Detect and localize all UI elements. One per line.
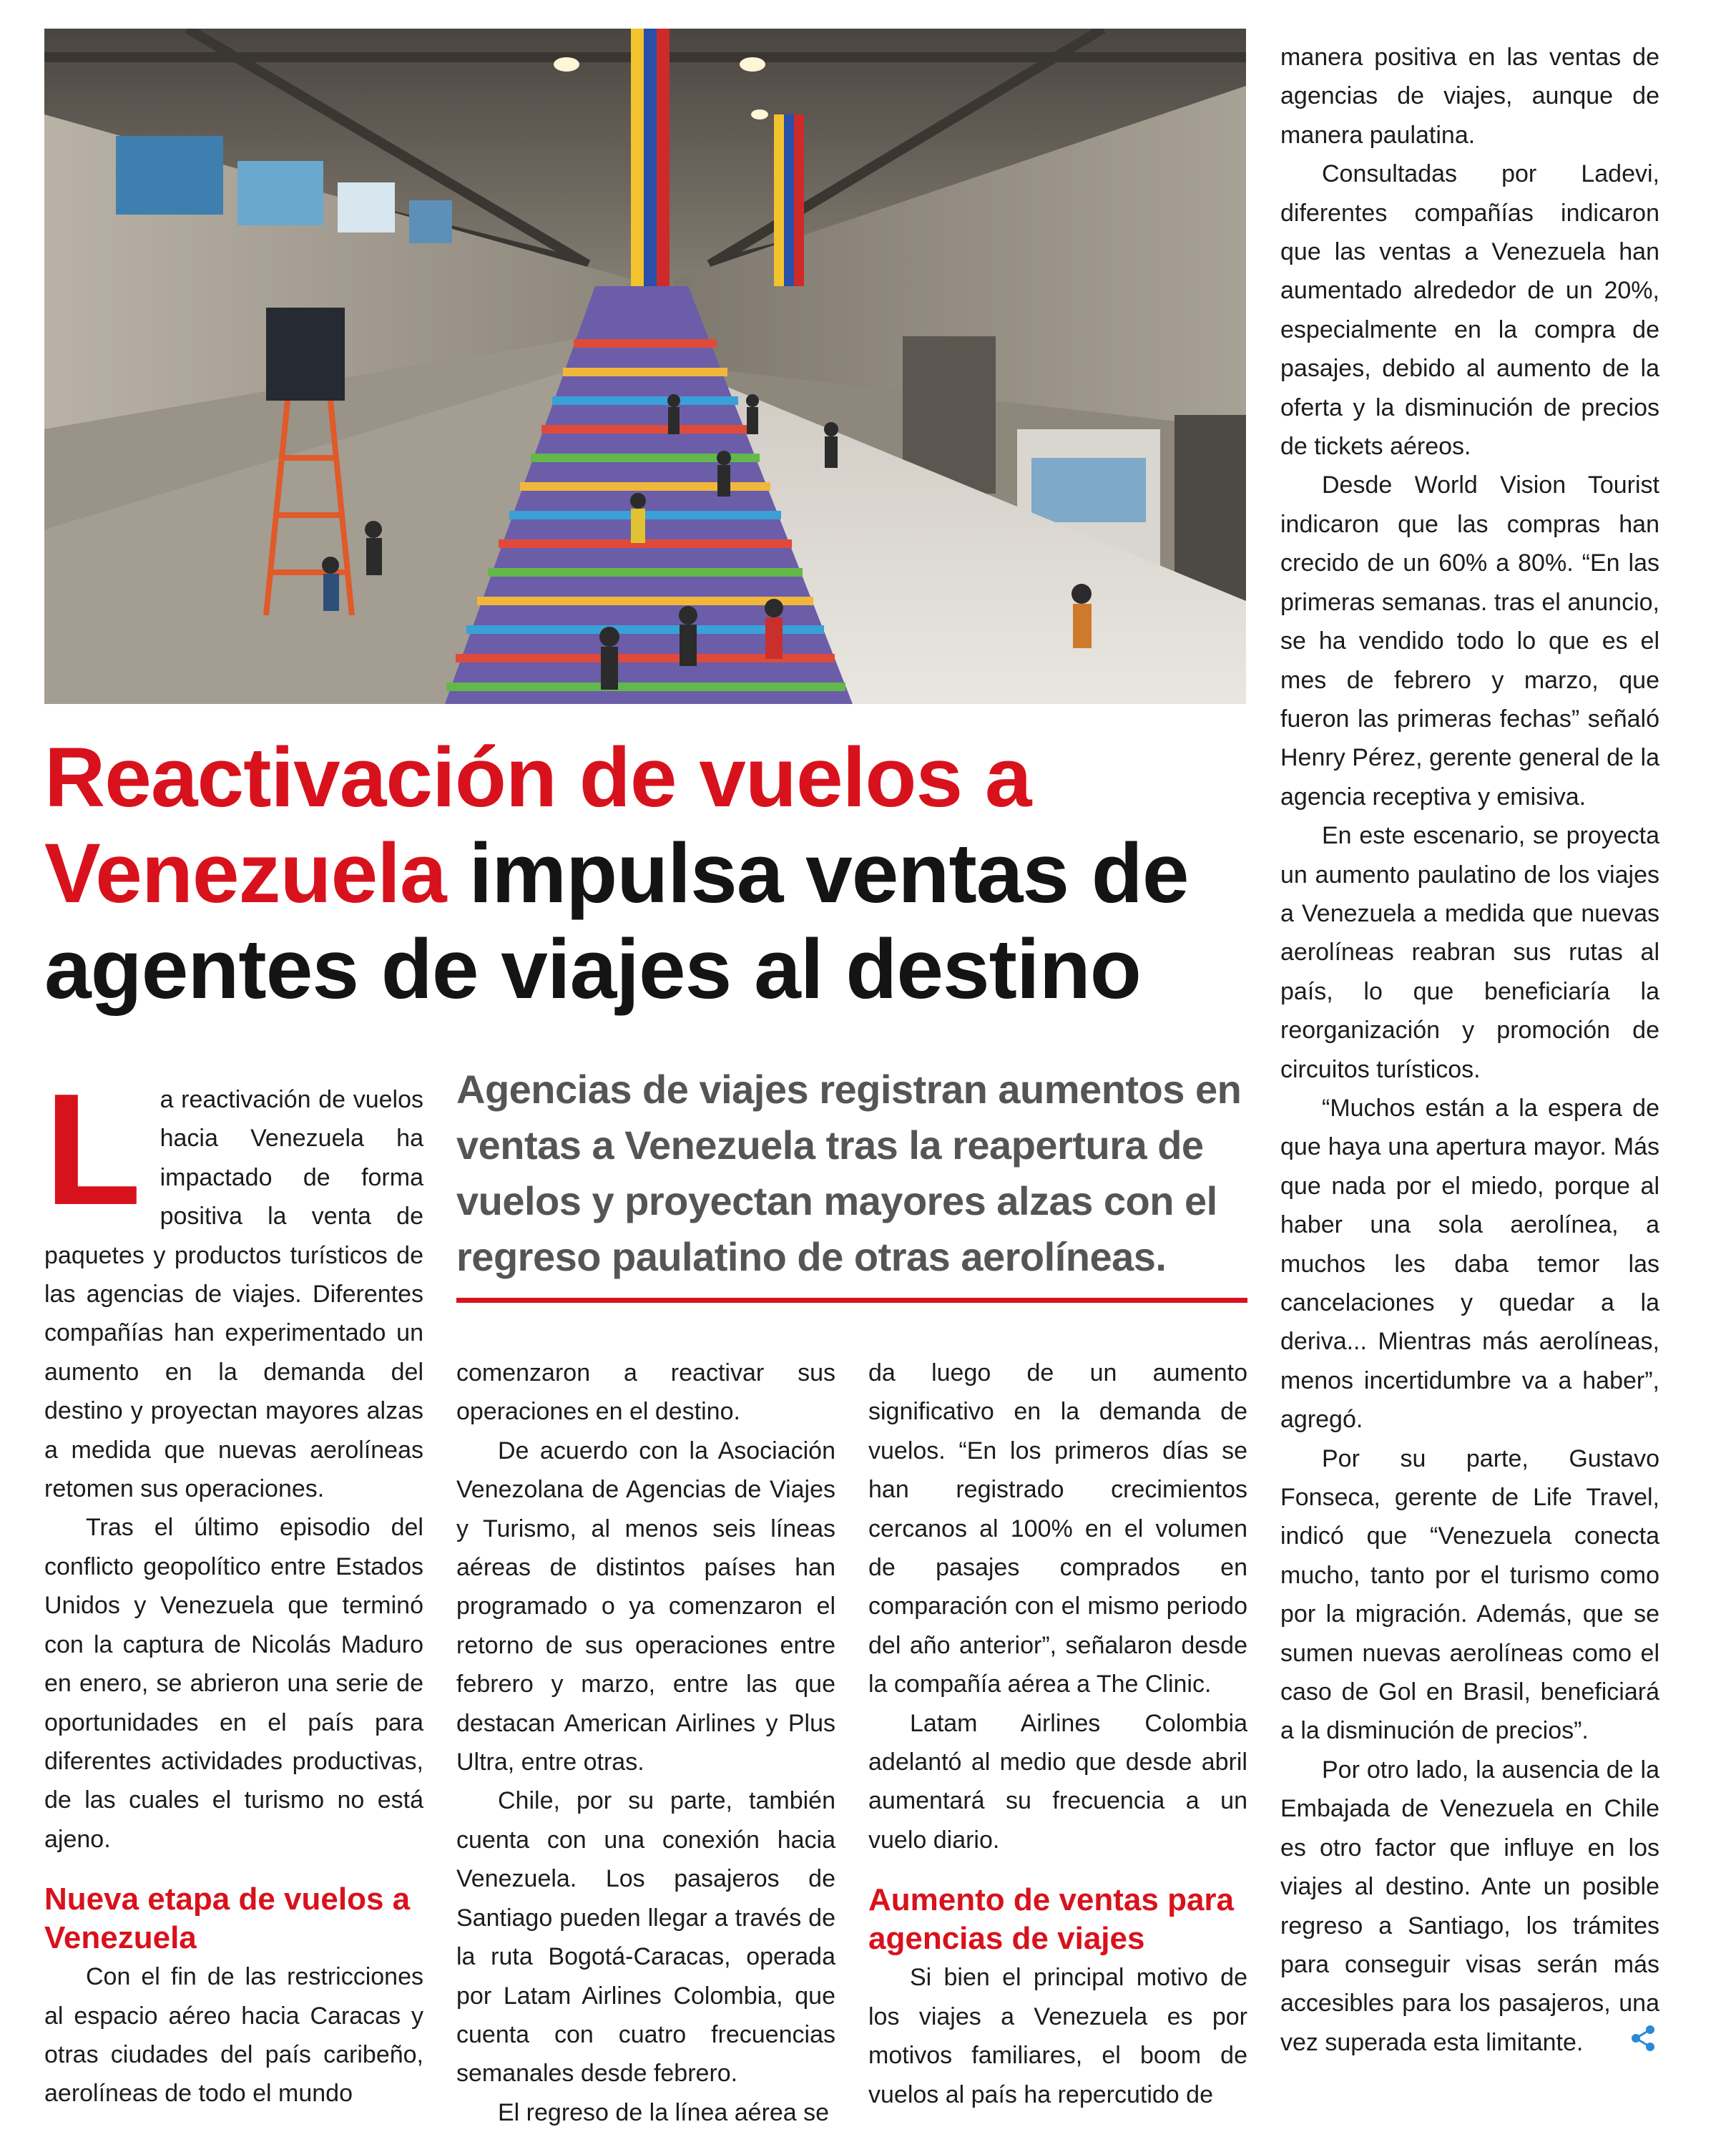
article-column-1: [44, 1061, 423, 2113]
body-paragraph: “Muchos están a la espera de que haya una apertura mayor. Más que nada por el miedo, porque al haber una sola aerolínea, a muchos les daba temor las cancelaciones y quedar a la deriva... Mientras más aerolíneas, menos incertidumbre va a haber”, agregó.: [1280, 1094, 1659, 1434]
headline-red-part: Reactivación de vuelos a Venezuela: [44, 730, 1031, 921]
deck-divider: [456, 1298, 1247, 1303]
article-column-4: [1280, 38, 1659, 2064]
lead-paragraph: La reactivación de vuelos hacia Venezuela ha impactado de forma positiva la venta de paquetes y productos turísticos de las agencias de viajes. Diferentes compañías han experimentado un aumento en la demanda del destino y proyectan mayores alzas a medida que nuevas aerolíneas retomen sus operaciones.: [44, 1061, 423, 1503]
body-paragraph: da luego de un aumento significativo en la demanda de vuelos. “En los primeros días se han registrado crecimientos cercanos al 100% en el volumen de pasajes comprados en comparación con el mismo periodo del año anterior”, señalaron desde la compañía aérea a The Clinic.: [868, 1359, 1247, 1698]
article-column-2: [456, 1354, 835, 2132]
body-paragraph: Latam Airlines Colombia adelantó al medio que desde abril aumentará su frecuencia a un vuelo diario.: [868, 1709, 1247, 1854]
headline: [44, 730, 1260, 1017]
body-paragraph: comenzaron a reactivar sus operaciones en el destino.: [456, 1359, 835, 1426]
headline-black-part: impulsa ventas de agentes de viajes al destino: [44, 826, 1189, 1017]
body-paragraph: Consultadas por Ladevi, diferentes compañías indicaron que las ventas a Venezuela han aumentado alrededor de un 20%, especialmente en la compra de pasajes, debido al aumento de la oferta y la disminución de precios de tickets aéreos.: [1280, 160, 1659, 461]
airport-terminal-illustration: [44, 29, 1246, 704]
dropcap: L: [44, 1061, 142, 1238]
body-paragraph: El regreso de la línea aérea se: [498, 2098, 830, 2126]
body-paragraph: Con el fin de las restricciones al espacio aéreo hacia Caracas y otras ciudades del país caribeño, aerolíneas de todo el mundo: [44, 1963, 423, 2108]
body-paragraph: En este escenario, se proyecta un aumento paulatino de los viajes a Venezuela a medida que nuevas aerolíneas reabran sus rutas al país, lo que beneficiaría la reorganización y promoción de circuitos turísticos.: [1280, 822, 1659, 1083]
body-paragraph: Desde World Vision Tourist indicaron que las compras han crecido de un 60% a 80%. “En las primeras semanas. tras el anuncio, se ha vendido todo lo que es el mes de febrero y marzo, que fueron las primeras fechas” señaló Henry Pérez, gerente general de la agencia receptiva y emisiva.: [1280, 471, 1659, 811]
closing-paragraph: Por otro lado, la ausencia de la Embajada de Venezuela en Chile es otro factor que influye en los viajes al destino. Ante un posible regreso a Santiago, los trámites para conseguir visas serán más accesibles para los pasajeros, una vez superada esta limitante.: [1280, 1751, 1659, 2064]
subhead-aumento-ventas: Aumento de ventas para agencias de viajes: [868, 1882, 1235, 1957]
body-paragraph: Por su parte, Gustavo Fonseca, gerente de Life Travel, indicó que “Venezuela conecta mucho, tanto por el turismo como por la migración. Además, que se sumen nuevas aerolíneas como el caso de Gol en Brasil, beneficiará a la disminución de precios”.: [1280, 1444, 1659, 1745]
body-paragraph: De acuerdo con la Asociación Venezolana de Agencias de Viajes y Turismo, al menos seis líneas aéreas de distintos países han programado o ya comenzaron el retorno de sus operaciones entre febrero y marzo, entre las que destacan American Airlines y Plus Ultra, entre otras.: [456, 1437, 835, 1776]
airport-terminal-photo: [44, 29, 1246, 704]
article-column-3: [868, 1354, 1247, 2114]
body-paragraph: Si bien el principal motivo de los viajes a Venezuela es por motivos familiares, el boom de vuelos al país ha repercutido de: [868, 1964, 1247, 2108]
share-icon[interactable]: [1587, 2024, 1657, 2064]
body-paragraph: Chile, por su parte, también cuenta con una conexión hacia Venezuela. Los pasajeros de Santiago pueden llegar a través de la ruta Bogotá-Caracas, operada por Latam Airlines Colombia, que cuenta con cuatro frecuencias semanales desde febrero.: [456, 1787, 835, 2088]
body-paragraph: Tras el último episodio del conflicto geopolítico entre Estados Unidos y Venezuela que terminó con la captura de Nicolás Maduro en enero, se abrieron una serie de oportunidades en el país para diferentes actividades productivas, de las cuales el turismo no está ajeno.: [44, 1514, 423, 1853]
subhead-nueva-etapa: Nueva etapa de vuelos a Venezuela: [44, 1882, 411, 1956]
deck: Agencias de viajes registran aumentos en ventas a Venezuela tras la reapertura de vuelos y proyectan mayores alzas con el regreso paulatino de otras aerolíneas.: [456, 1067, 1242, 1279]
body-paragraph: manera positiva en las ventas de agencias de viajes, aunque de manera paulatina.: [1280, 44, 1659, 149]
